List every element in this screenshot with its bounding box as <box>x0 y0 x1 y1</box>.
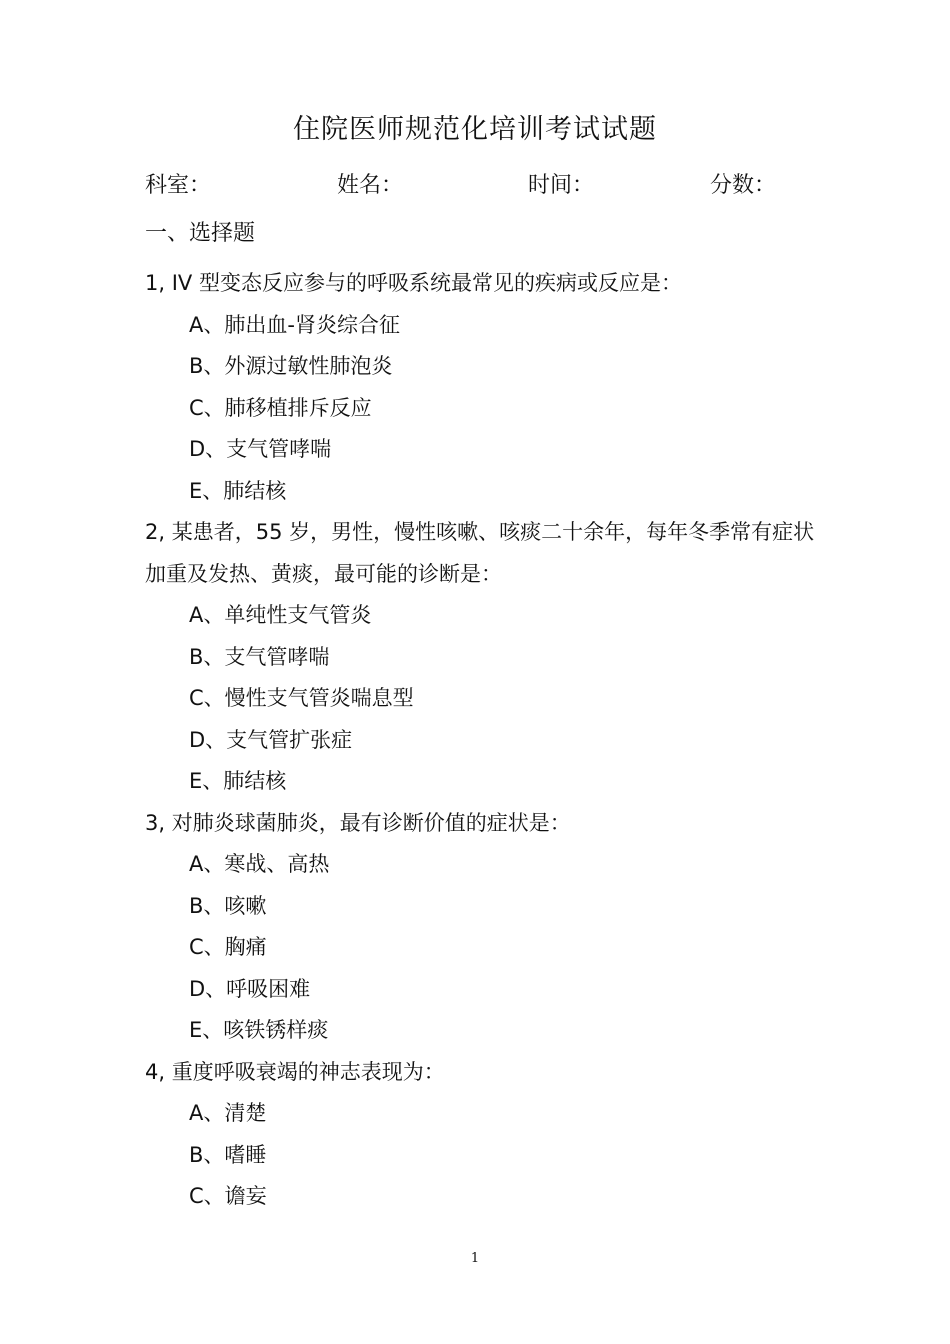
option-item: C、肺移植排斥反应 <box>189 395 372 420</box>
time-field: 时间： <box>528 173 595 198</box>
question-3 <box>145 803 815 1052</box>
option-item: A、寒战、高热 <box>189 852 330 876</box>
question-stem: 3, 对肺炎球菌肺炎，最有诊断价值的症状是： <box>145 810 571 835</box>
question-stem: 2, 某患者，55 岁，男性，慢性咳嗽、咳痰二十余年，每年冬季常有症状加重及发热、黄痰，最可能的诊断是： <box>145 520 815 586</box>
option-item: A、清楚 <box>189 1101 267 1125</box>
option-item: B、外源过敏性肺泡炎 <box>189 354 393 378</box>
option-item: B、嗜睡 <box>189 1142 267 1167</box>
option-list <box>145 595 815 803</box>
option-item: D、支气管扩张症 <box>189 727 353 752</box>
question-4 <box>145 1052 815 1218</box>
option-item: D、呼吸困难 <box>189 976 311 1001</box>
name-field: 姓名： <box>337 173 404 198</box>
question-stem: 1, IV 型变态反应参与的呼吸系统最常见的疾病或反应是： <box>145 271 682 295</box>
option-item: C、慢性支气管炎喘息型 <box>189 686 414 710</box>
option-list <box>145 305 815 513</box>
option-item: B、支气管哮喘 <box>189 644 330 669</box>
option-list <box>145 1093 815 1218</box>
option-item: E、肺结核 <box>189 478 287 503</box>
department-field: 科室： <box>145 173 212 198</box>
exam-title: 住院医师规范化培训考试试题 <box>293 114 657 145</box>
option-item: E、咳铁锈样痰 <box>189 1018 329 1042</box>
question-1 <box>145 263 815 512</box>
exam-info-fields <box>145 168 805 204</box>
option-item: A、肺出血-肾炎综合征 <box>189 312 400 337</box>
option-list <box>145 844 815 1052</box>
option-item: C、胸痛 <box>189 935 267 959</box>
option-item: C、谵妄 <box>189 1184 267 1208</box>
option-item: D、支气管哮喘 <box>189 437 332 461</box>
option-item: E、肺结核 <box>189 769 287 793</box>
question-2 <box>145 512 815 803</box>
section-heading: 一、选择题 <box>145 221 256 246</box>
question-list <box>145 263 815 1218</box>
option-item: B、咳嗽 <box>189 893 267 918</box>
score-field: 分数： <box>710 173 777 198</box>
page-number: 1 <box>470 1251 480 1266</box>
option-item: A、单纯性支气管炎 <box>189 603 372 627</box>
question-stem: 4, 重度呼吸衰竭的神志表现为： <box>145 1059 445 1084</box>
